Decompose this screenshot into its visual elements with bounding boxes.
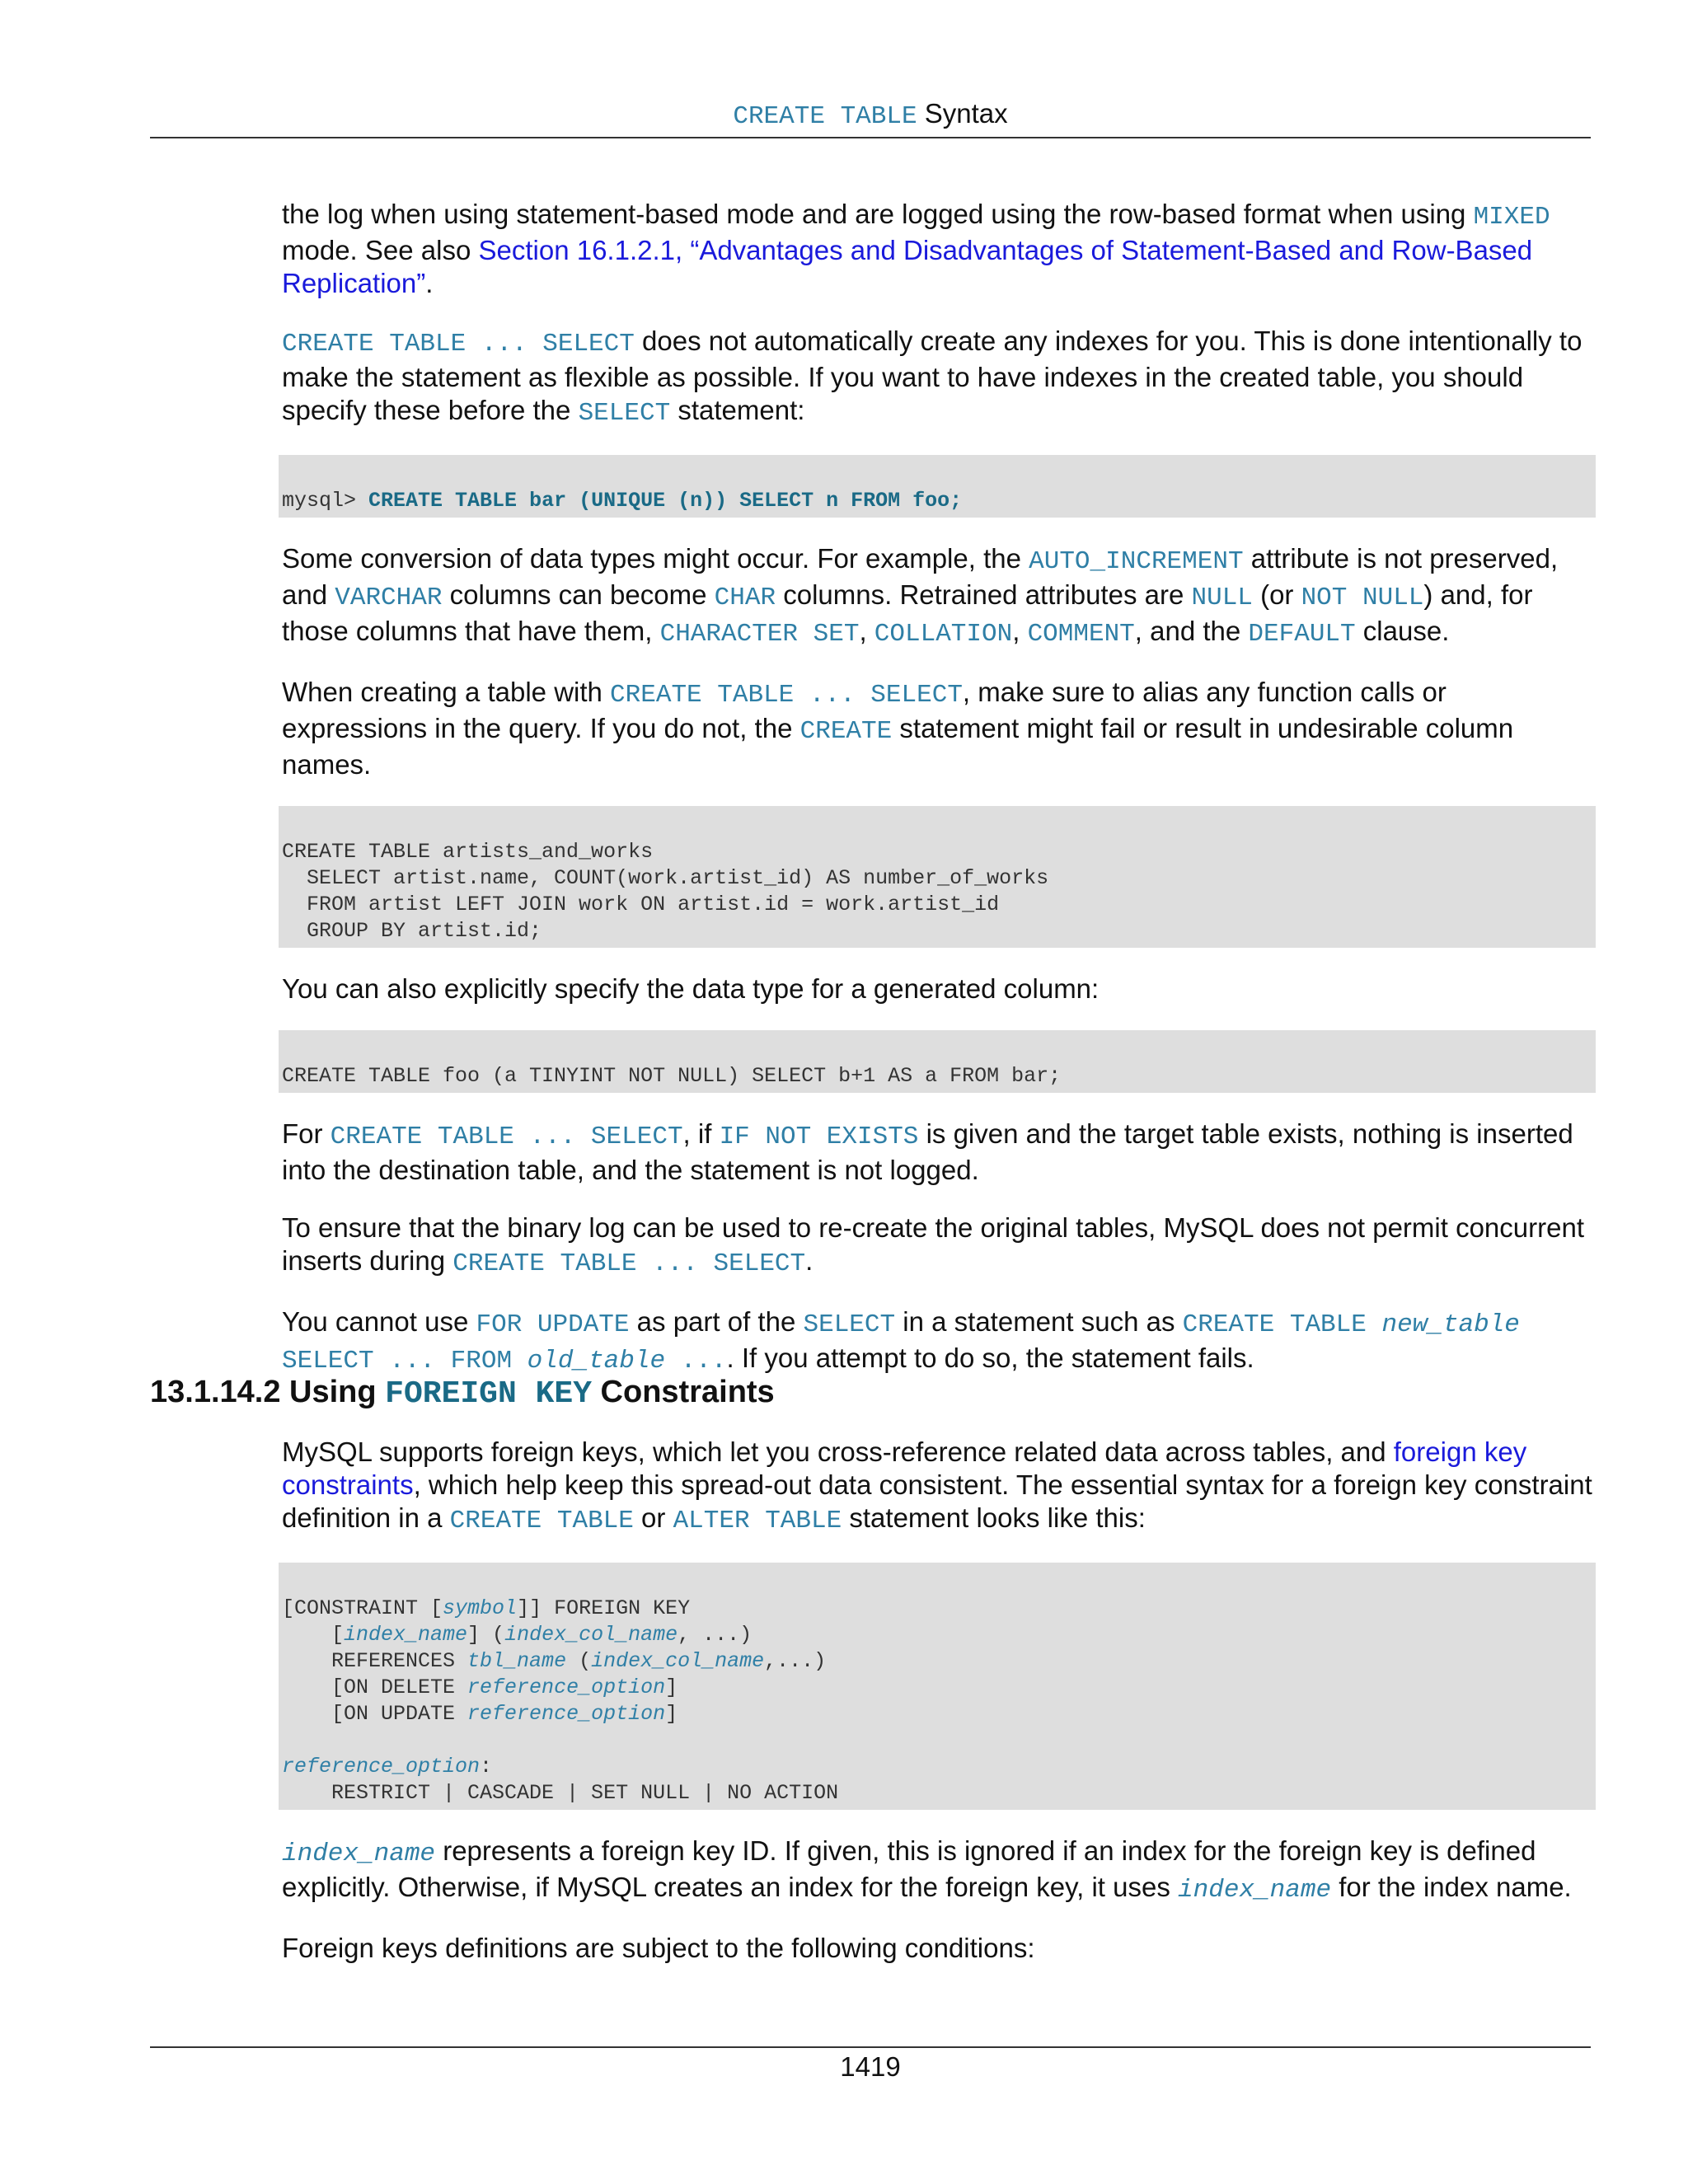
code-block-unique: mysql> CREATE TABLE bar (UNIQUE (n)) SELECT n FROM foo; — [279, 455, 1596, 518]
body-column-1 — [282, 198, 1592, 1403]
section-heading-foreign-key: 13.1.14.2 Using FOREIGN KEY Constraints — [150, 1375, 775, 1412]
section-link-replication[interactable]: Section 16.1.2.1, “Advantages and Disadvantages of Statement-Based and Row-Based Replication” — [282, 235, 1533, 298]
paragraph-generated-column: You can also explicitly specify the data type for a generated column: — [282, 973, 1100, 1004]
paragraph-for-update: You cannot use FOR UPDATE as part of the SELECT in a statement such as CREATE TABLE new_table SELECT ... FROM old_table .... If you attempt to do so, the statement fails. — [282, 1306, 1520, 1376]
page-header — [150, 97, 1591, 134]
header-rule — [150, 137, 1591, 138]
body-column-2 — [282, 1436, 1592, 1990]
paragraph-indexes: CREATE TABLE ... SELECT does not automatically create any indexes for you. This is done intentionally to make the statement as flexible as possible. If you want to have indexes in the created table, you should specify these before the SELECT statement: — [282, 326, 1582, 428]
header-text: Syntax — [924, 98, 1008, 129]
link-foreign-key-constraints[interactable]: foreign key constraints — [282, 1436, 1527, 1500]
paragraph-index-name: index_name represents a foreign key ID. If given, this is ignored if an index for the foreign key is defined explicitly. Otherwise, if MySQL creates an index for the foreign key, it uses index_name for the index name. — [282, 1835, 1572, 1905]
header-code: CREATE TABLE — [733, 102, 917, 131]
paragraph-conditions: Foreign keys definitions are subject to the following conditions: — [282, 1933, 1035, 1963]
footer-rule — [150, 2046, 1591, 2048]
paragraph-mixed-mode: the log when using statement-based mode and are logged using the row-based format when using MIXED mode. See also Section 16.1.2.1, “Advantages and Disadvantages of Statement-Based and Row-Based Replication”. — [282, 199, 1550, 298]
paragraph-binary-log: To ensure that the binary log can be used to re-create the original tables, MySQL does not permit concurrent inserts during CREATE TABLE ... SELECT. — [282, 1212, 1584, 1278]
paragraph-alias: When creating a table with CREATE TABLE ... SELECT, make sure to alias any function calls or expressions in the query. If you do not, the CREATE statement might fail or result in undesirable column names. — [282, 677, 1514, 780]
code-block-foreign-key-syntax: [CONSTRAINT [symbol]] FOREIGN KEY [index_name] (index_col_name, ...) REFERENCES tbl_name (index_col_name,...) [ON DELETE reference_option] [ON UPDATE reference_option] reference_option: RESTRICT | CASCADE | SET NULL | NO ACTION — [279, 1563, 1596, 1810]
page-number: 1419 — [840, 2051, 901, 2082]
paragraph-foreign-keys-intro: MySQL supports foreign keys, which let you cross-reference related data across tables, and foreign key constraints, which help keep this spread-out data consistent. The essential syntax for a foreign key constraint definition in a CREATE TABLE or ALTER TABLE statement looks like this: — [282, 1436, 1592, 1535]
code-block-tinyint: CREATE TABLE foo (a TINYINT NOT NULL) SELECT b+1 AS a FROM bar; — [279, 1030, 1596, 1093]
paragraph-conversion: Some conversion of data types might occur. For example, the AUTO_INCREMENT attribute is not preserved, and VARCHAR columns can become CHAR columns. Retrained attributes are NULL (or NOT NULL) and, for those columns that have them, CHARACTER SET, COLLATION, COMMENT, and the DEFAULT clause. — [282, 543, 1559, 649]
paragraph-if-not-exists: For CREATE TABLE ... SELECT, if IF NOT EXISTS is given and the target table exists, nothing is inserted into the destination table, and the statement is not logged. — [282, 1118, 1573, 1185]
code-block-artists: CREATE TABLE artists_and_works SELECT artist.name, COUNT(work.artist_id) AS number_of_works FROM artist LEFT JOIN work ON artist.id = work.artist_id GROUP BY artist.id; — [279, 806, 1596, 948]
